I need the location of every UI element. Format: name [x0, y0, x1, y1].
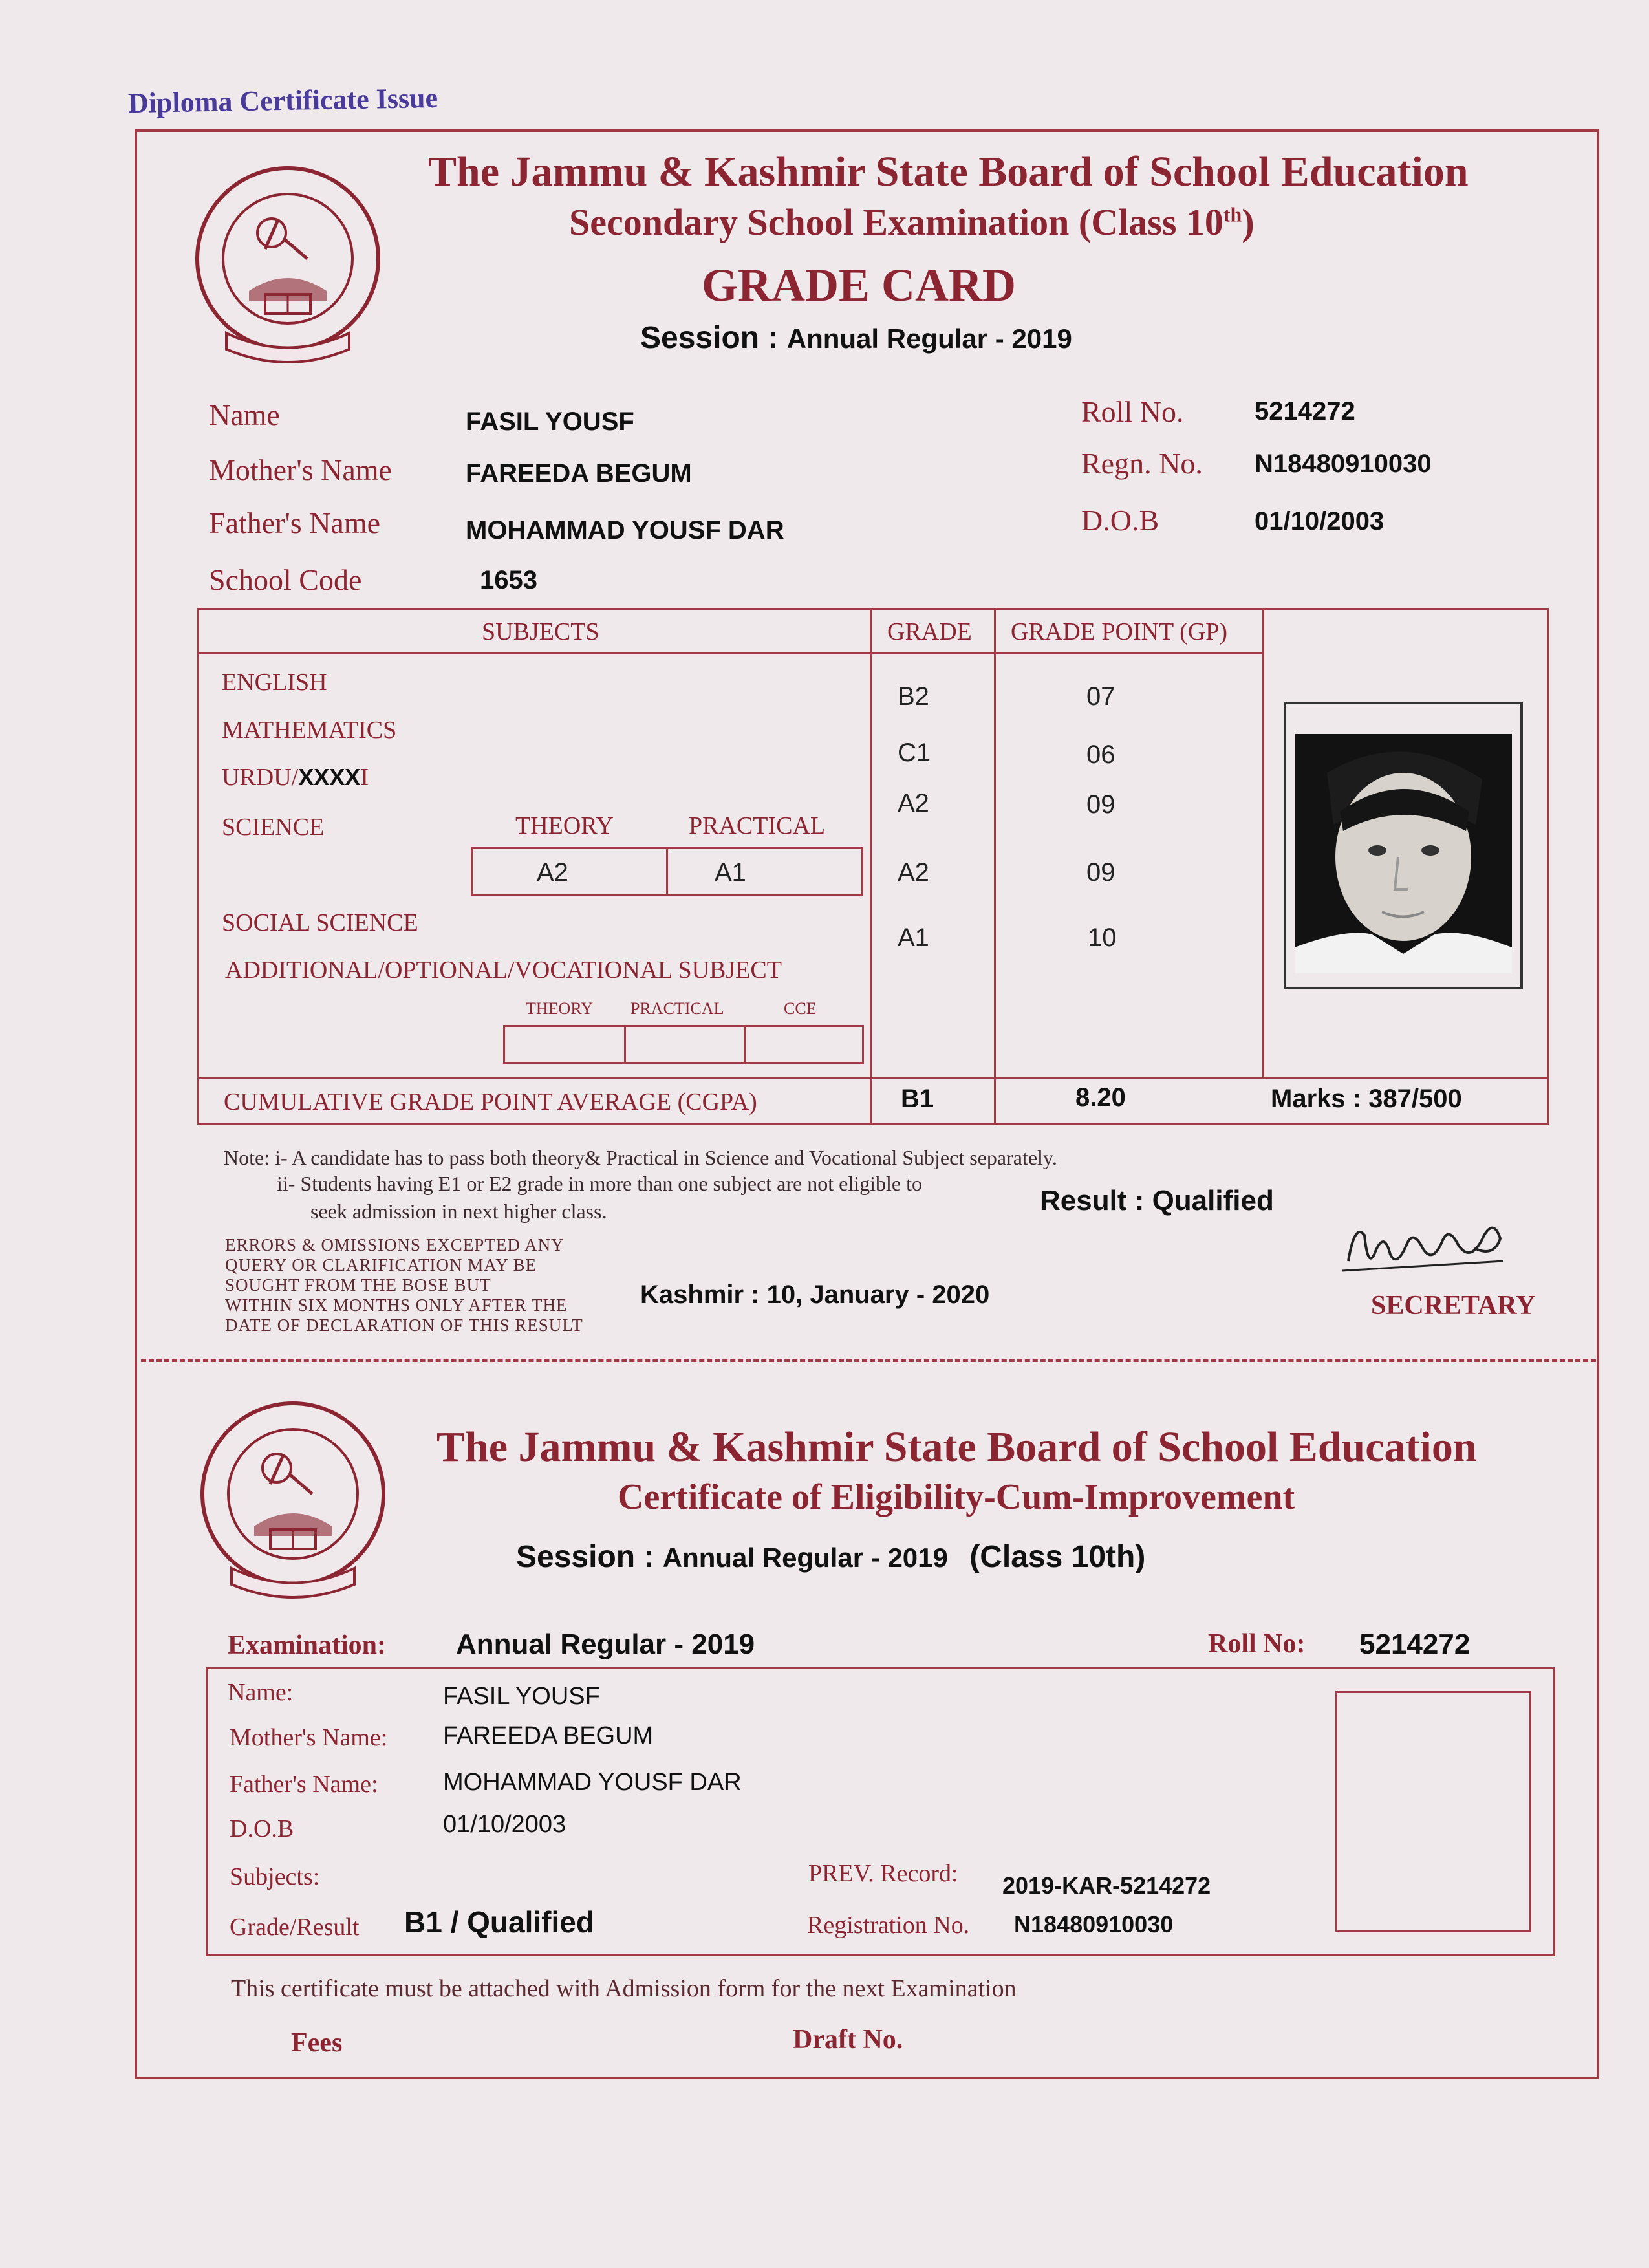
- gp-english: 07: [1086, 682, 1116, 711]
- exam-title: [569, 200, 1255, 244]
- add-practical-label: PRACTICAL: [630, 999, 724, 1018]
- certificate-roll-value: 5214272: [1359, 1628, 1471, 1660]
- note-line-1: Note: i- A candidate has to pass both theory& Practical in Science and Vocational Subject separately.: [224, 1146, 1057, 1169]
- header-grade: GRADE: [887, 618, 972, 645]
- roll-label: Roll No.: [1081, 395, 1184, 428]
- science-split-divider: [666, 847, 668, 896]
- secretary-label: SECRETARY: [1371, 1291, 1536, 1321]
- cert-grade-value: B1 / Qualified: [404, 1905, 594, 1939]
- tear-line: [141, 1359, 1596, 1362]
- exam-title-sup: th: [1223, 202, 1242, 226]
- grade-card-heading-text: GRADE CARD: [702, 259, 1016, 311]
- subject-urdu-strike: XXXX: [298, 764, 361, 790]
- certificate-exam-value: Annual Regular - 2019: [456, 1628, 755, 1660]
- subject-science: SCIENCE: [222, 814, 325, 841]
- grade-social-science: A1: [898, 923, 929, 952]
- subject-urdu-text: URDU/: [222, 764, 299, 791]
- signature-icon: [1335, 1209, 1516, 1280]
- board-title: [428, 147, 1469, 197]
- cert-mother-value: FAREEDA BEGUM: [443, 1722, 654, 1749]
- cgpa-grade: B1: [901, 1085, 934, 1113]
- subject-mathematics: MATHEMATICS: [222, 717, 397, 744]
- name-value: FASIL YOUSF: [466, 407, 634, 436]
- student-photo-image: [1295, 734, 1512, 973]
- errors-line-3: SOUGHT FROM THE BOSE BUT: [225, 1275, 491, 1295]
- add-theory-label: THEORY: [526, 999, 593, 1018]
- additional-divider-2: [744, 1025, 746, 1064]
- errors-line-1: ERRORS & OMISSIONS EXCEPTED ANY: [225, 1235, 565, 1255]
- certificate-roll-label: Roll No:: [1208, 1629, 1306, 1659]
- subject-social-science: SOCIAL SCIENCE: [222, 909, 418, 936]
- cgpa-value: 8.20: [1075, 1083, 1126, 1112]
- certificate-exam-label: Examination:: [228, 1630, 387, 1660]
- school-code-value: 1653: [480, 566, 537, 594]
- table-cgpa-line: [197, 1077, 1549, 1079]
- mother-label: Mother's Name: [209, 453, 392, 486]
- mother-value: FAREEDA BEGUM: [466, 459, 692, 488]
- header-subjects: SUBJECTS: [482, 618, 599, 645]
- note-line-3: seek admission in next higher class.: [310, 1200, 607, 1223]
- certificate-photo-box: [1335, 1691, 1531, 1932]
- grade-english: B2: [898, 682, 929, 711]
- secretary-signature: [1335, 1209, 1516, 1280]
- result: Result : Qualified: [1040, 1185, 1274, 1216]
- certificate-board-title: The Jammu & Kashmir State Board of School Education: [436, 1423, 1477, 1471]
- cert-name-label: Name:: [228, 1679, 294, 1706]
- gp-science: 09: [1086, 858, 1116, 887]
- regn-value: N18480910030: [1255, 449, 1432, 478]
- grade-science: A2: [898, 858, 929, 887]
- additional-divider-1: [624, 1025, 626, 1064]
- marks-value: Marks : 387/500: [1271, 1085, 1462, 1113]
- subject-english: ENGLISH: [222, 669, 327, 696]
- gp-mathematics: 06: [1086, 740, 1116, 769]
- errors-line-2: QUERY OR CLARIFICATION MAY BE: [225, 1255, 537, 1275]
- certificate-session-line: [516, 1539, 1145, 1575]
- cert-reg-label: Registration No.: [807, 1912, 970, 1939]
- gp-social-science: 10: [1088, 923, 1117, 952]
- fees-label: Fees: [291, 2028, 343, 2058]
- cert-dob-value: 01/10/2003: [443, 1811, 566, 1838]
- grade-urdu: A2: [898, 789, 929, 817]
- dob-label: D.O.B: [1081, 504, 1159, 537]
- gp-urdu: 09: [1086, 790, 1116, 819]
- science-theory-grade: A2: [537, 858, 568, 887]
- header-gp: GRADE POINT (GP): [1011, 618, 1227, 645]
- father-value: MOHAMMAD YOUSF DAR: [466, 516, 784, 545]
- table-col-2: [994, 608, 996, 1125]
- certificate-attach-note: This certificate must be attached with Admission form for the next Examination: [231, 1975, 1017, 2002]
- exam-title-end: ): [1242, 201, 1255, 243]
- board-seal-icon: [188, 162, 388, 369]
- cert-name-value: FASIL YOUSF: [443, 1683, 600, 1710]
- cert-prev-value: 2019-KAR-5214272: [1002, 1872, 1211, 1899]
- school-code-label: School Code: [209, 563, 362, 596]
- additional-subject-label: ADDITIONAL/OPTIONAL/VOCATIONAL SUBJECT: [225, 956, 782, 984]
- subject-urdu-tail: I: [360, 764, 369, 791]
- father-label: Father's Name: [209, 506, 381, 539]
- session-value: Annual Regular - 2019: [786, 323, 1072, 354]
- errors-line-5: DATE OF DECLARATION OF THIS RESULT: [225, 1315, 583, 1335]
- certificate-seal-icon: [193, 1394, 393, 1607]
- grade-card-heading: [702, 259, 1016, 312]
- exam-title-text: Secondary School Examination (Class 10: [569, 201, 1223, 243]
- science-practical-label: PRACTICAL: [689, 812, 826, 839]
- cert-subjects-label: Subjects:: [230, 1863, 320, 1890]
- errors-block: [225, 1235, 583, 1335]
- subject-urdu: [222, 763, 369, 792]
- cgpa-label: CUMULATIVE GRADE POINT AVERAGE (CGPA): [224, 1088, 757, 1116]
- cert-dob-label: D.O.B: [230, 1815, 294, 1842]
- board-title-text: The Jammu & Kashmir State Board of School Education: [428, 148, 1469, 195]
- grade-mathematics: C1: [898, 739, 931, 767]
- science-practical-grade: A1: [715, 858, 746, 887]
- table-col-3: [1262, 608, 1264, 1077]
- additional-split-box: [503, 1025, 864, 1064]
- session-line: [640, 320, 1072, 356]
- roll-value: 5214272: [1255, 397, 1355, 426]
- errors-line-4: WITHIN SIX MONTHS ONLY AFTER THE: [225, 1295, 568, 1315]
- table-header-line: [197, 652, 1264, 654]
- science-theory-label: THEORY: [515, 812, 614, 839]
- cert-grade-label: Grade/Result: [230, 1914, 360, 1941]
- certificate-session-label: Session :: [516, 1540, 654, 1574]
- issue-stamp-text: Diploma Certificate Issue: [127, 81, 438, 120]
- certificate-session-value: Annual Regular - 2019: [662, 1542, 948, 1573]
- regn-label: Regn. No.: [1081, 447, 1203, 480]
- cert-father-value: MOHAMMAD YOUSF DAR: [443, 1769, 742, 1796]
- certificate-class: (Class 10th): [969, 1540, 1146, 1574]
- place-date: Kashmir : 10, January - 2020: [640, 1280, 990, 1309]
- note-line-2: ii- Students having E1 or E2 grade in more than one subject are not eligible to: [277, 1172, 922, 1195]
- certificate-title: Certificate of Eligibility-Cum-Improvement: [618, 1477, 1295, 1517]
- certificate-seal: [193, 1394, 393, 1607]
- table-col-1: [870, 608, 872, 1125]
- issue-stamp: [128, 81, 438, 120]
- draft-label: Draft No.: [793, 2025, 903, 2055]
- dob-value: 01/10/2003: [1255, 507, 1385, 535]
- add-cce-label: CCE: [784, 999, 817, 1018]
- name-label: Name: [209, 398, 280, 431]
- student-photo: [1295, 734, 1512, 973]
- cert-mother-label: Mother's Name:: [230, 1724, 388, 1751]
- cert-father-label: Father's Name:: [230, 1771, 378, 1798]
- board-seal: [188, 162, 388, 369]
- cert-prev-label: PREV. Record:: [808, 1860, 958, 1887]
- cert-reg-value: N18480910030: [1014, 1911, 1174, 1938]
- session-label: Session :: [640, 321, 779, 355]
